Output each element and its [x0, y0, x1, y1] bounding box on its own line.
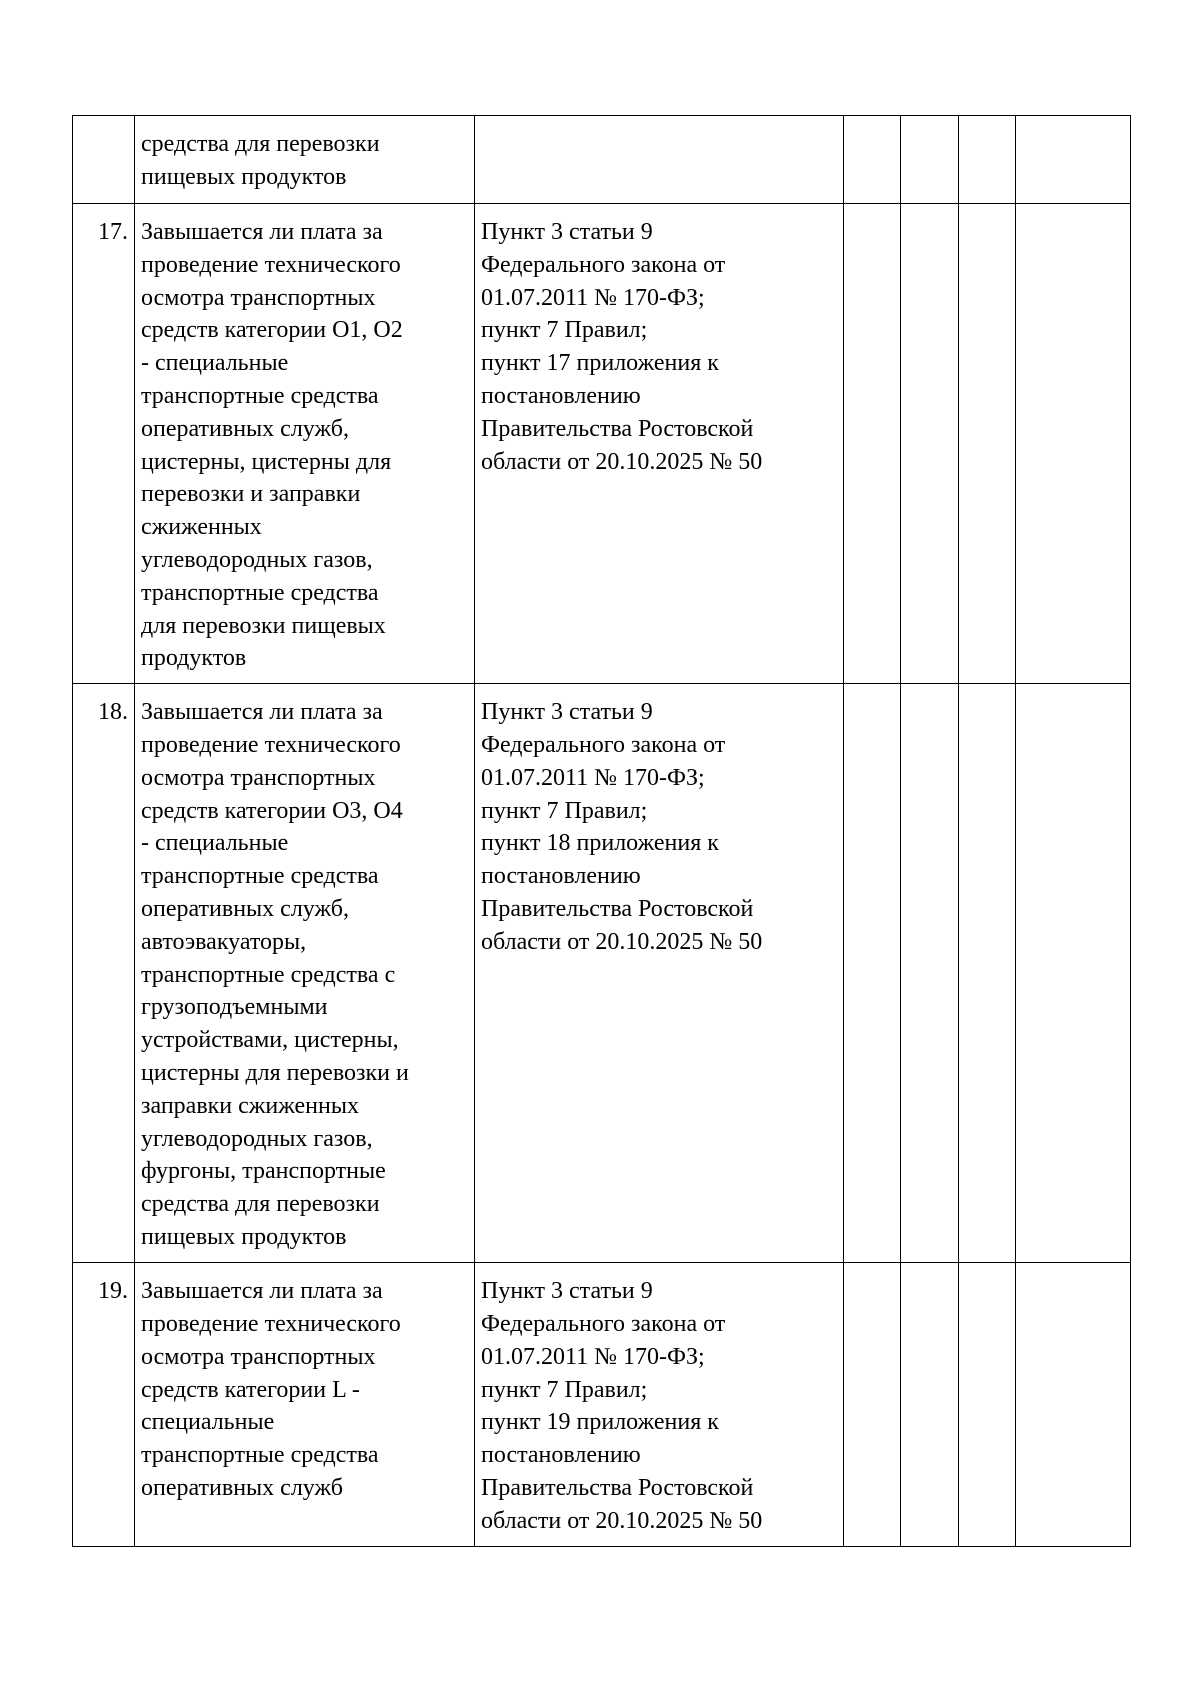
note-cell — [1016, 116, 1131, 204]
answer-no-cell — [901, 116, 959, 204]
answer-yes-cell — [844, 116, 901, 204]
table-row — [73, 116, 1131, 204]
answer-na-cell — [959, 204, 1016, 684]
note-cell — [1016, 204, 1131, 684]
question-cell: средства для перевозки пищевых продуктов — [135, 116, 475, 204]
answer-no-cell — [901, 684, 959, 1263]
answer-yes-cell — [844, 684, 901, 1263]
reference-cell: Пункт 3 статьи 9 Федерального закона от 01.07.2011 № 170-ФЗ; пункт 7 Правил; пункт 18 приложения к постановлению Правительства Ростовской области от 20.10.2025 № 50 — [475, 684, 844, 1263]
reference-cell — [475, 116, 844, 204]
table-row — [73, 684, 1131, 1263]
question-cell: Завышается ли плата за проведение технического осмотра транспортных средств категории L - специальные транспортные средства оперативных служб — [135, 1263, 475, 1546]
reference-cell: Пункт 3 статьи 9 Федерального закона от 01.07.2011 № 170-ФЗ; пункт 7 Правил; пункт 19 приложения к постановлению Правительства Ростовской области от 20.10.2025 № 50 — [475, 1263, 844, 1546]
answer-na-cell — [959, 1263, 1016, 1546]
answer-na-cell — [959, 116, 1016, 204]
answer-yes-cell — [844, 1263, 901, 1546]
answer-no-cell — [901, 1263, 959, 1546]
row-number: 19. — [73, 1263, 135, 1546]
row-number: 18. — [73, 684, 135, 1263]
question-cell: Завышается ли плата за проведение технического осмотра транспортных средств категории O1, O2 - специальные транспортные средства оперативных служб, цистерны, цистерны для перевозки и заправки сжиженных углеводородных газов, транспортные средства для перевозки пищевых продуктов — [135, 204, 475, 684]
row-number: 17. — [73, 204, 135, 684]
answer-no-cell — [901, 204, 959, 684]
note-cell — [1016, 1263, 1131, 1546]
answer-yes-cell — [844, 204, 901, 684]
note-cell — [1016, 684, 1131, 1263]
table-row — [73, 204, 1131, 684]
question-cell: Завышается ли плата за проведение технического осмотра транспортных средств категории O3, O4 - специальные транспортные средства оперативных служб, автоэвакуаторы, транспортные средства с грузоподъемными устройствами, цистерны, цистерны для перевозки и заправки сжиженных углеводородных газов, фургоны, транспортные средства для перевозки пищевых продуктов — [135, 684, 475, 1263]
checklist-table — [72, 115, 1131, 1547]
answer-na-cell — [959, 684, 1016, 1263]
table-row — [73, 1263, 1131, 1546]
row-number — [73, 116, 135, 204]
reference-cell: Пункт 3 статьи 9 Федерального закона от 01.07.2011 № 170-ФЗ; пункт 7 Правил; пункт 17 приложения к постановлению Правительства Ростовской области от 20.10.2025 № 50 — [475, 204, 844, 684]
